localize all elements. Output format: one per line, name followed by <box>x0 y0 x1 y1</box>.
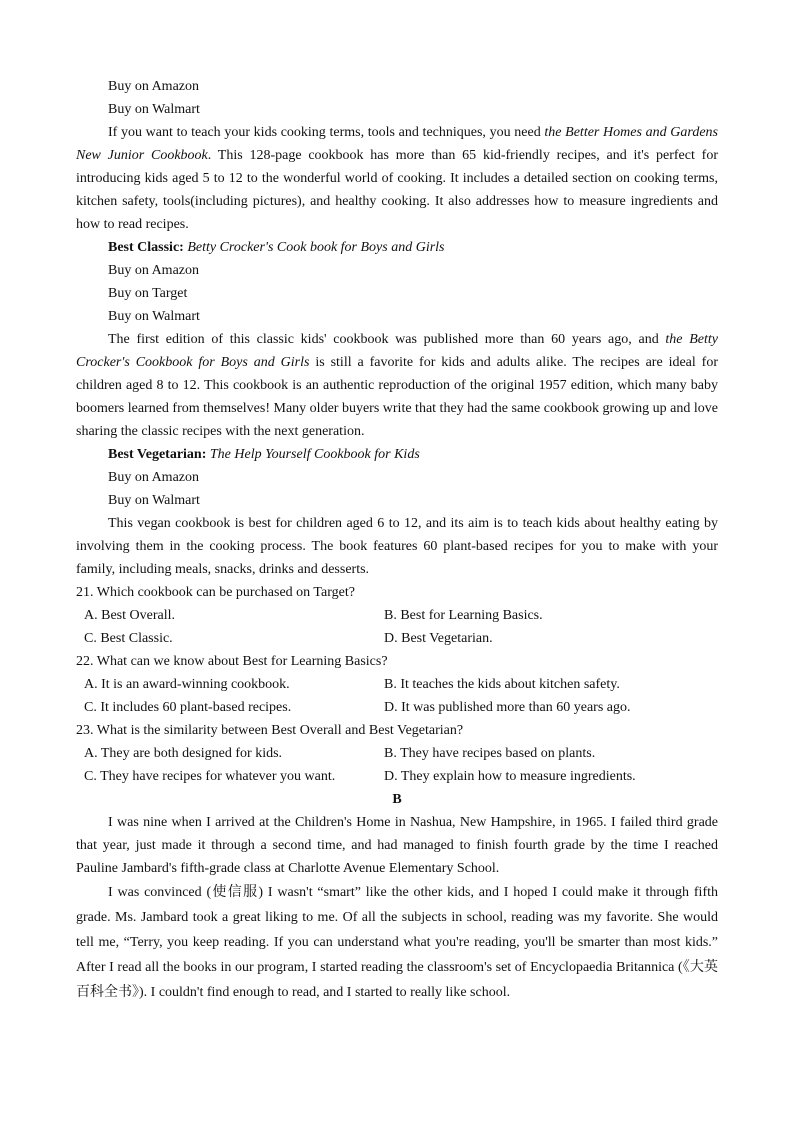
paragraph-text: If you want to teach your kids cooking terms, tools and techniques, you need <box>108 125 545 140</box>
category-label: Best Vegetarian: <box>108 447 207 462</box>
option-b: B. Best for Learning Basics. <box>384 608 543 623</box>
option-row <box>76 673 718 696</box>
heading-best-vegetarian <box>76 443 718 466</box>
book-title: the Betty Crocker's Cookbook for Boys and Girls <box>76 332 718 370</box>
option-c: C. It includes 60 plant-based recipes. <box>84 700 292 715</box>
section-heading-b: B <box>392 792 402 807</box>
paragraph-text: is still a favorite for kids and adults alike. The recipes are ideal for children aged 8 to 12. This cookbook is an authentic reproduction of the original 1957 edition, which many baby boomers learned from themselves! Many older buyers write that they had the same cookbook growing up and love sharing the classic recipes with the next generation. <box>76 355 719 439</box>
option-b: B. They have recipes based on plants. <box>384 746 596 761</box>
buy-link-walmart: Buy on Walmart <box>108 102 200 117</box>
buy-link-walmart: Buy on Walmart <box>108 309 200 324</box>
book-title: the Better Homes and Gardens New Junior Cookbook <box>76 125 718 163</box>
option-c: C. Best Classic. <box>84 631 173 646</box>
option-a: A. It is an award-winning cookbook. <box>84 677 290 692</box>
option-a: A. They are both designed for kids. <box>84 746 283 761</box>
paragraph-b2: I was convinced (使信服) I wasn't “smart” like the other kids, and I hoped I could make it through fifth grade. Ms. Jambard took a great liking to me. Of all the subjects in school, reading was my favorite. She would tell me, “Terry, you keep reading. If you can understand what you're reading, you'll be smarter than most kids.” After I read all the books in our program, I started reading the classroom's set of Encyclopaedia Britannica (《大英百科全书》). I couldn't find enough to read, and I started to really like school. <box>76 885 718 1000</box>
option-d: D. They explain how to measure ingredients. <box>384 769 636 784</box>
heading-best-classic <box>76 236 718 259</box>
option-c: C. They have recipes for whatever you want. <box>84 769 336 784</box>
option-row <box>76 627 718 650</box>
option-row <box>76 696 718 719</box>
paragraph-vegetarian: This vegan cookbook is best for children aged 6 to 12, and its aim is to teach kids about healthy eating by involving them in the cooking process. The book features 60 plant-based recipes for you to make with your family, including meals, snacks, drinks and desserts. <box>76 516 718 577</box>
option-d: D. Best Vegetarian. <box>384 631 493 646</box>
question-22 <box>76 650 718 719</box>
book-title: Betty Crocker's Cook book for Boys and Girls <box>187 240 445 255</box>
option-b: B. It teaches the kids about kitchen safety. <box>384 677 620 692</box>
category-label: Best Classic: <box>108 240 184 255</box>
option-row <box>76 742 718 765</box>
question-stem: 21. Which cookbook can be purchased on Target? <box>76 585 355 600</box>
paragraph-text: The first edition of this classic kids' cookbook was published more than 60 years ago, and <box>108 332 666 347</box>
buy-link-target: Buy on Target <box>108 286 188 301</box>
option-a: A. Best Overall. <box>84 608 175 623</box>
paragraph-learning-basics <box>76 121 718 236</box>
paragraph-text: . This 128-page cookbook has more than 65 kid-friendly recipes, and it's perfect for introducing kids aged 5 to 12 to the wonderful world of cooking. It includes a detailed section on cooking terms, kitchen safety, tools(including pictures), and healthy cooking. It also addresses how to measure ingredients and how to read recipes. <box>76 148 718 232</box>
option-row <box>76 604 718 627</box>
buy-link-amazon: Buy on Amazon <box>108 79 199 94</box>
paragraph-b1: I was nine when I arrived at the Children's Home in Nashua, New Hampshire, in 1965. I failed third grade that year, just made it through a second time, and had managed to finish fourth grade by the time I reached Pauline Jambard's fifth-grade class at Charlotte Avenue Elementary School. <box>76 815 718 876</box>
document-page <box>76 75 718 1005</box>
buy-link-amazon: Buy on Amazon <box>108 470 199 485</box>
paragraph-classic <box>76 328 718 443</box>
buy-link-walmart: Buy on Walmart <box>108 493 200 508</box>
buy-link-amazon: Buy on Amazon <box>108 263 199 278</box>
option-row <box>76 765 718 788</box>
question-21 <box>76 581 718 650</box>
question-23 <box>76 719 718 788</box>
option-d: D. It was published more than 60 years ago. <box>384 700 631 715</box>
question-stem: 22. What can we know about Best for Learning Basics? <box>76 654 388 669</box>
book-title: The Help Yourself Cookbook for Kids <box>209 447 420 462</box>
question-stem: 23. What is the similarity between Best Overall and Best Vegetarian? <box>76 723 464 738</box>
